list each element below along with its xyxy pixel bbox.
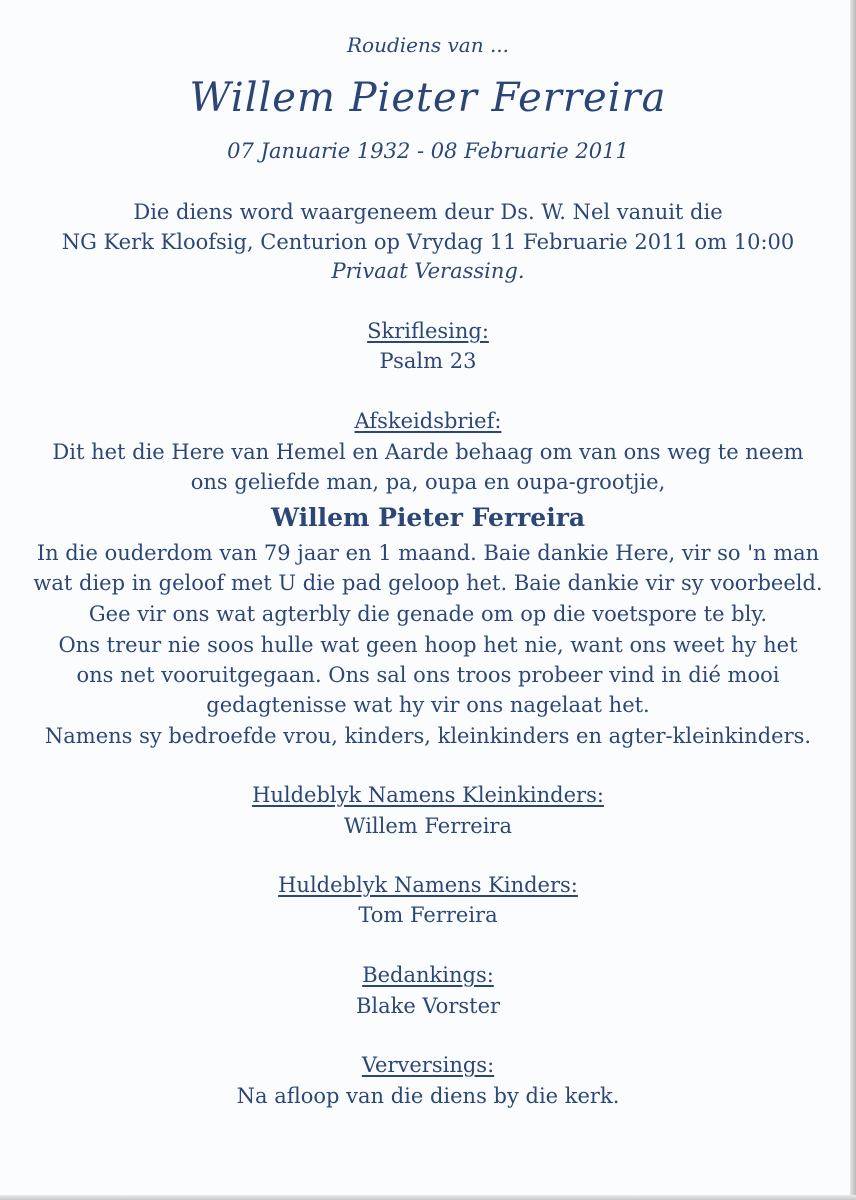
service-line-3: Privaat Verassing. <box>331 259 525 283</box>
refreshments-title: Verversings: <box>361 1053 495 1077</box>
intro-text: Roudiens van ... <box>346 33 510 57</box>
tribute-grandchildren-value: Willem Ferreira <box>343 814 512 838</box>
farewell-deceased-name: Willem Pieter Ferreira <box>270 503 586 532</box>
service-line-2: NG Kerk Kloofsig, Centurion op Vrydag 11 Februarie 2011 om 10:00 <box>61 230 795 254</box>
farewell-line-1: Dit het die Here van Hemel en Aarde behaag om van ons weg te neem <box>52 440 804 464</box>
farewell-line-7: ons net vooruitgegaan. Ons sal ons troos probeer vind in dié mooi <box>76 663 780 687</box>
farewell-line-9: Namens sy bedroefde vrou, kinders, kleinkinders en agter-kleinkinders. <box>44 724 812 748</box>
farewell-line-3: In die ouderdom van 79 jaar en 1 maand. Baie dankie Here, vir so 'n man <box>36 541 820 565</box>
page-edge-shadow-bottom <box>0 1195 856 1200</box>
deceased-name-title: Willem Pieter Ferreira <box>189 75 667 121</box>
life-dates: 07 Januarie 1932 - 08 Februarie 2011 <box>227 139 629 163</box>
farewell-line-4: wat diep in geloof met U die pad geloop het. Baie dankie vir sy voorbeeld. <box>33 571 823 595</box>
tribute-grandchildren-title: Huldeblyk Namens Kleinkinders: <box>252 783 604 807</box>
farewell-line-8: gedagtenisse wat hy vir ons nagelaat het. <box>206 693 650 717</box>
scripture-reading-title: Skriflesing: <box>367 319 489 343</box>
tribute-children-value: Tom Ferreira <box>358 903 498 927</box>
farewell-line-5: Gee vir ons wat agterbly die genade om op die voetspore te bly. <box>88 602 768 626</box>
farewell-line-6: Ons treur nie soos hulle wat geen hoop het nie, want ons weet hy het <box>58 633 798 657</box>
farewell-letter-title: Afskeidsbrief: <box>354 409 502 433</box>
farewell-line-2: ons geliefde man, pa, oupa en oupa-grootjie, <box>190 470 666 494</box>
thanks-value: Blake Vorster <box>355 994 501 1018</box>
refreshments-value: Na afloop van die diens by die kerk. <box>236 1084 620 1108</box>
page-edge-shadow-right <box>850 0 856 1200</box>
tribute-children-title: Huldeblyk Namens Kinders: <box>278 873 578 897</box>
service-line-1: Die diens word waargeneem deur Ds. W. Nel vanuit die <box>133 200 723 224</box>
thanks-title: Bedankings: <box>362 963 494 987</box>
scripture-reading-value: Psalm 23 <box>379 349 477 373</box>
